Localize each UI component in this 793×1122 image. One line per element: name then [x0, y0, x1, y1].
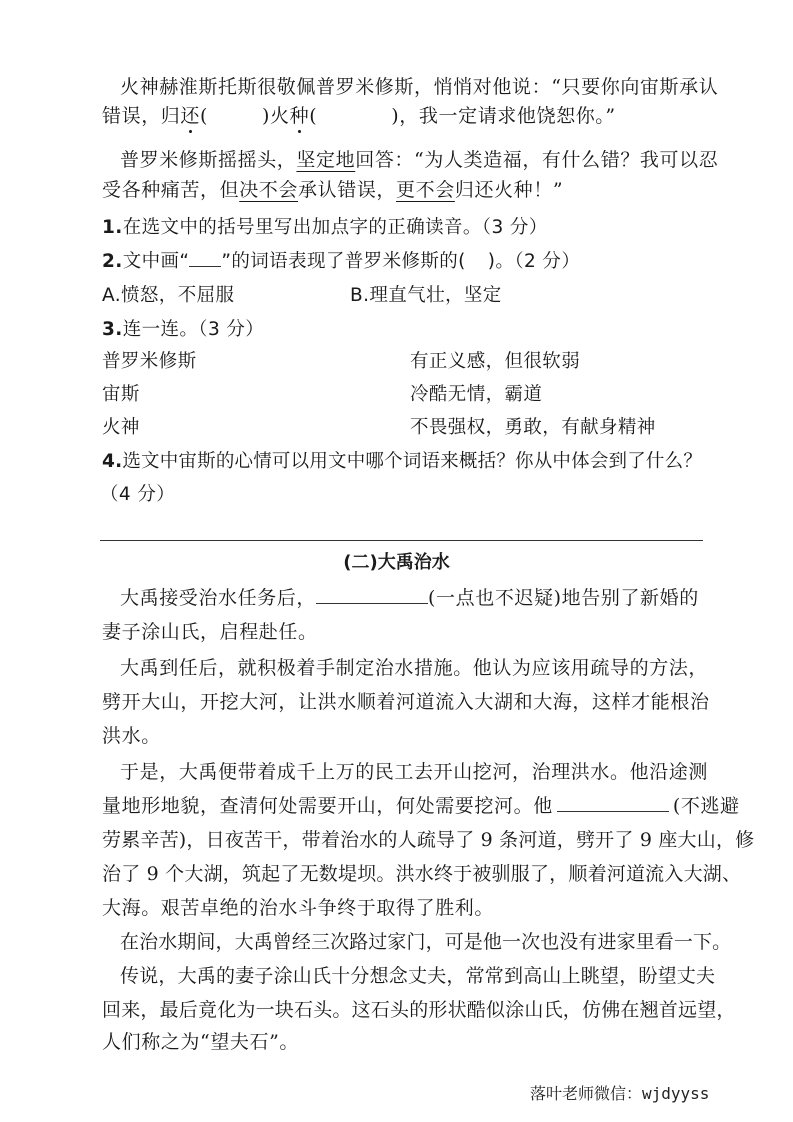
text: )火: [262, 105, 290, 127]
match-left-item[interactable]: 火神: [102, 417, 140, 438]
text: 回答：“为人类造福，有什么错？我可以忍: [355, 149, 719, 171]
fill-blank-1[interactable]: [316, 587, 428, 604]
text: )，我一定请求他饶恕你。”: [391, 105, 616, 127]
text: 承认错误，: [298, 179, 397, 201]
question-3: [102, 318, 702, 342]
underlined-word: 坚定地: [296, 149, 356, 171]
text: 归还火种！”: [454, 179, 564, 201]
footer-watermark: 落叶老师微信：wjdyyss: [530, 1084, 710, 1103]
passage2-line: 传说，大禹的妻子涂山氏十分想念丈夫，常常到高山上眺望，盼望丈夫: [120, 965, 716, 987]
text: (一点也不迟疑)地告别了新婚的: [428, 587, 699, 609]
text: 普罗米修斯摇摇头，: [120, 149, 297, 171]
match-left-item[interactable]: 宙斯: [102, 384, 140, 405]
text: 量地形地貌，查清何处需要开山，何处需要挖河。他: [102, 795, 553, 817]
passage2-line: 大海。艰苦卓绝的治水斗争终于取得了胜利。: [102, 897, 495, 919]
question-4: [102, 450, 702, 474]
passage2-line: 妻子涂山氏，启程赴任。: [102, 621, 318, 643]
text: (: [309, 105, 318, 127]
dotted-char-zhong: 种: [289, 105, 310, 127]
passage1-line-1: 火神赫淮斯托斯很敬佩普罗米修斯，悄悄对他说：“只要你向宙斯承认: [120, 76, 719, 98]
text: 受各种痛苦，但: [102, 179, 240, 201]
question-4-score: （4 分）: [100, 484, 176, 505]
question-number: 1.: [102, 217, 123, 238]
passage1-line-2: [102, 104, 702, 128]
passage2-line: 大禹到任后，就积极着手制定治水措施。他认为应该用疏导的方法，: [120, 657, 709, 679]
passage2-line: [102, 794, 740, 818]
q2-option-b[interactable]: B.理直气壮，坚定: [350, 285, 502, 306]
match-right-item[interactable]: 不畏强权，勇敢，有献身精神: [410, 417, 656, 438]
question-text: 连一连。（3 分）: [122, 319, 265, 340]
passage2-line: 劳累辛苦)，日夜苦干，带着治水的人疏导了 9 条河道，劈开了 9 座大山，修: [102, 829, 755, 851]
passage2-line: 洪水。: [102, 725, 161, 747]
passage2-line: 劈开大山，开挖大河，让洪水顺着河道流入大湖和大海，这样才能根治: [102, 691, 710, 713]
fill-blank-2[interactable]: [557, 795, 669, 812]
section-divider: [100, 540, 703, 541]
match-right-item[interactable]: 冷酷无情，霸道: [410, 384, 543, 405]
passage1-line-3: [120, 148, 720, 172]
question-text: 选文中宙斯的心情可以用文中哪个词语来概括？你从中体会到了什么？: [122, 451, 703, 472]
passage2-line: [120, 586, 720, 610]
underline-sample: [189, 250, 221, 267]
text: (: [200, 105, 209, 127]
passage2-line: 回来，最后竟化为一块石头。这石头的形状酷似涂山氏，仿佛在翘首远望，: [102, 999, 736, 1021]
question-number: 3.: [102, 319, 123, 340]
question-2: [102, 250, 702, 274]
question-number: 2.: [102, 251, 123, 272]
section-title: (二)大禹治水: [343, 552, 450, 573]
underlined-word: 更不会: [396, 179, 455, 201]
question-text: )。（2 分）: [487, 251, 581, 272]
question-text: 文中画“: [122, 251, 190, 272]
passage2-line: 在治水期间，大禹曾经三次路过家门，可是他一次也没有进家里看一下。: [120, 931, 732, 953]
text: (不逃避: [672, 795, 740, 817]
dotted-char-huan: 还: [180, 105, 201, 127]
text: 错误，归: [102, 105, 181, 127]
question-number: 4.: [102, 451, 123, 472]
passage2-line: 治了 9 个大湖，筑起了无数堤坝。洪水终于被驯服了，顺着河道流入大湖、: [102, 863, 742, 885]
question-text: ”的词语表现了普罗米修斯的(: [221, 251, 466, 272]
question-1: [102, 216, 702, 240]
underlined-word: 决不会: [239, 179, 299, 201]
text: 大禹接受治水任务后，: [120, 587, 317, 609]
match-right-item[interactable]: 有正义感，但很软弱: [410, 351, 581, 372]
q2-option-a[interactable]: A.愤怒，不屈服: [102, 285, 235, 306]
passage1-line-4: [102, 178, 702, 202]
passage2-line: 人们称之为“望夫石”。: [102, 1031, 300, 1053]
question-text: 在选文中的括号里写出加点字的正确读音。（3 分）: [122, 217, 548, 238]
match-left-item[interactable]: 普罗米修斯: [102, 351, 197, 372]
passage2-line: 于是，大禹便带着成千上万的民工去开山挖河，治理洪水。他沿途测: [120, 761, 709, 783]
